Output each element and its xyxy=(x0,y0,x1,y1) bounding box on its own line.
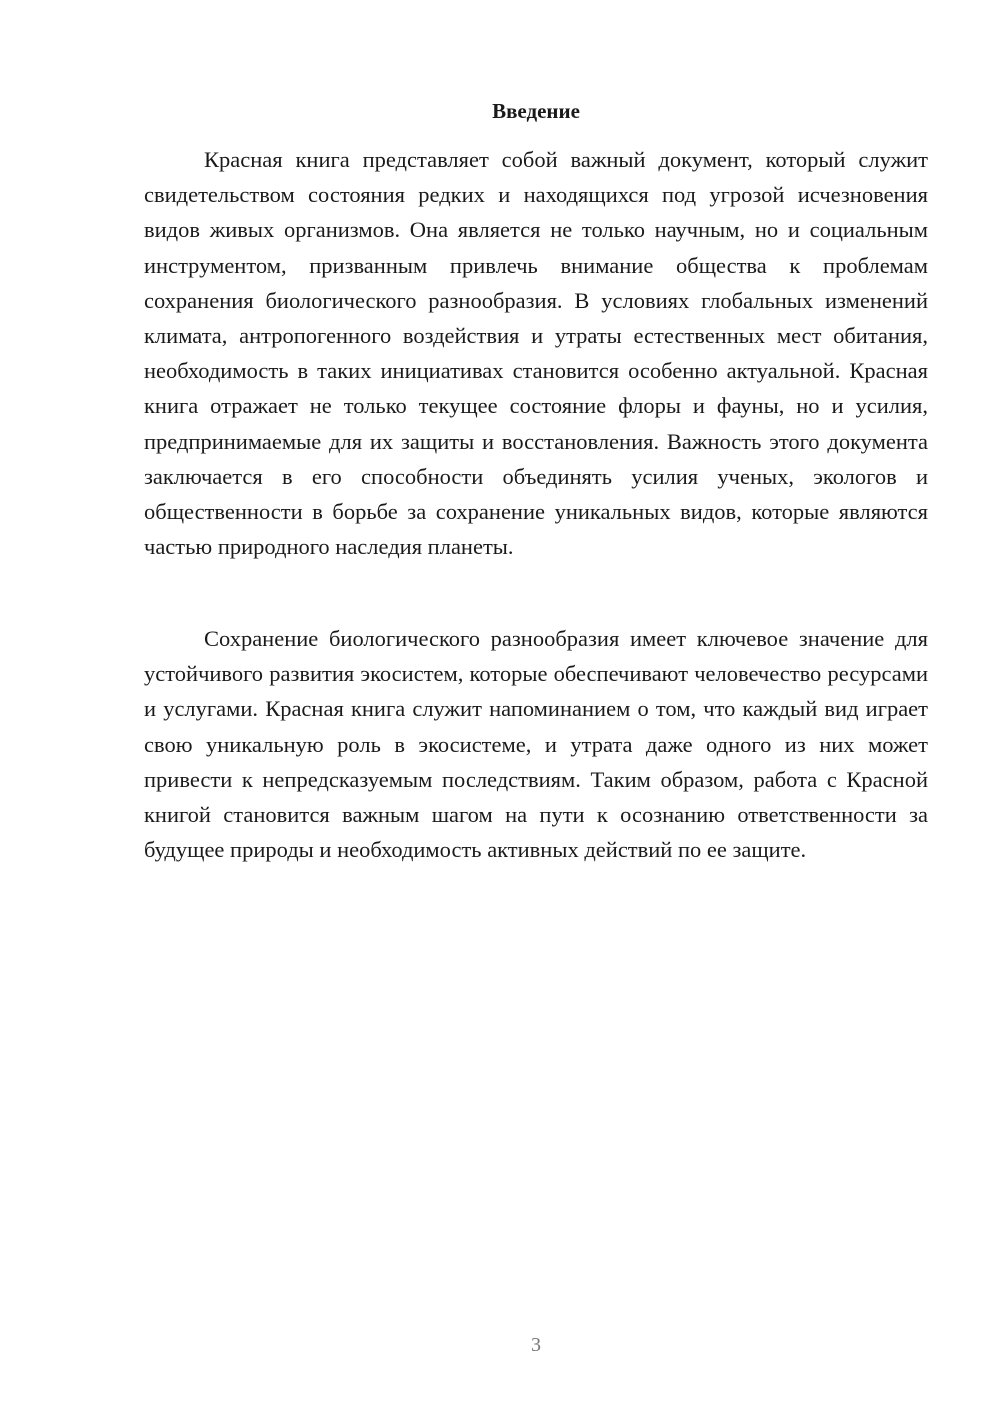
page-number: 3 xyxy=(531,1334,541,1356)
body-paragraph-2: Сохранение биологического разнообразия имеет ключевое значение для устойчивого развития экосистем, которые обеспечивают человечество ресурсами и услугами. Красная книга служит напоминанием о том, что каждый вид играет свою уникальную роль в экосистеме, и утрата даже одного из них может привести к непредсказуемым последствиям. Таким образом, работа с Красной книгой становится важным шагом на пути к осознанию ответственности за будущее природы и необходимость активных действий по ее защите. xyxy=(144,626,928,863)
page-title: Введение xyxy=(492,99,580,123)
body-paragraph-1: Красная книга представляет собой важный документ, который служит свидетельством состояния редких и находящихся под угрозой исчезновения видов живых организмов. Она является не только научным, но и социальным инструментом, призванным привлечь внимание общества к проблемам сохранения биологического разнообразия. В условиях глобальных изменений климата, антропогенного воздействия и утраты естественных мест обитания, необходимость в таких инициативах становится особенно актуальной. Красная книга отражает не только текущее состояние флоры и фауны, но и усилия, предпринимаемые для их защиты и восстановления. Важность этого документа заключается в его способности объединять усилия ученых, экологов и общественности в борьбе за сохранение уникальных видов, которые являются частью природного наследия планеты. xyxy=(144,147,928,560)
